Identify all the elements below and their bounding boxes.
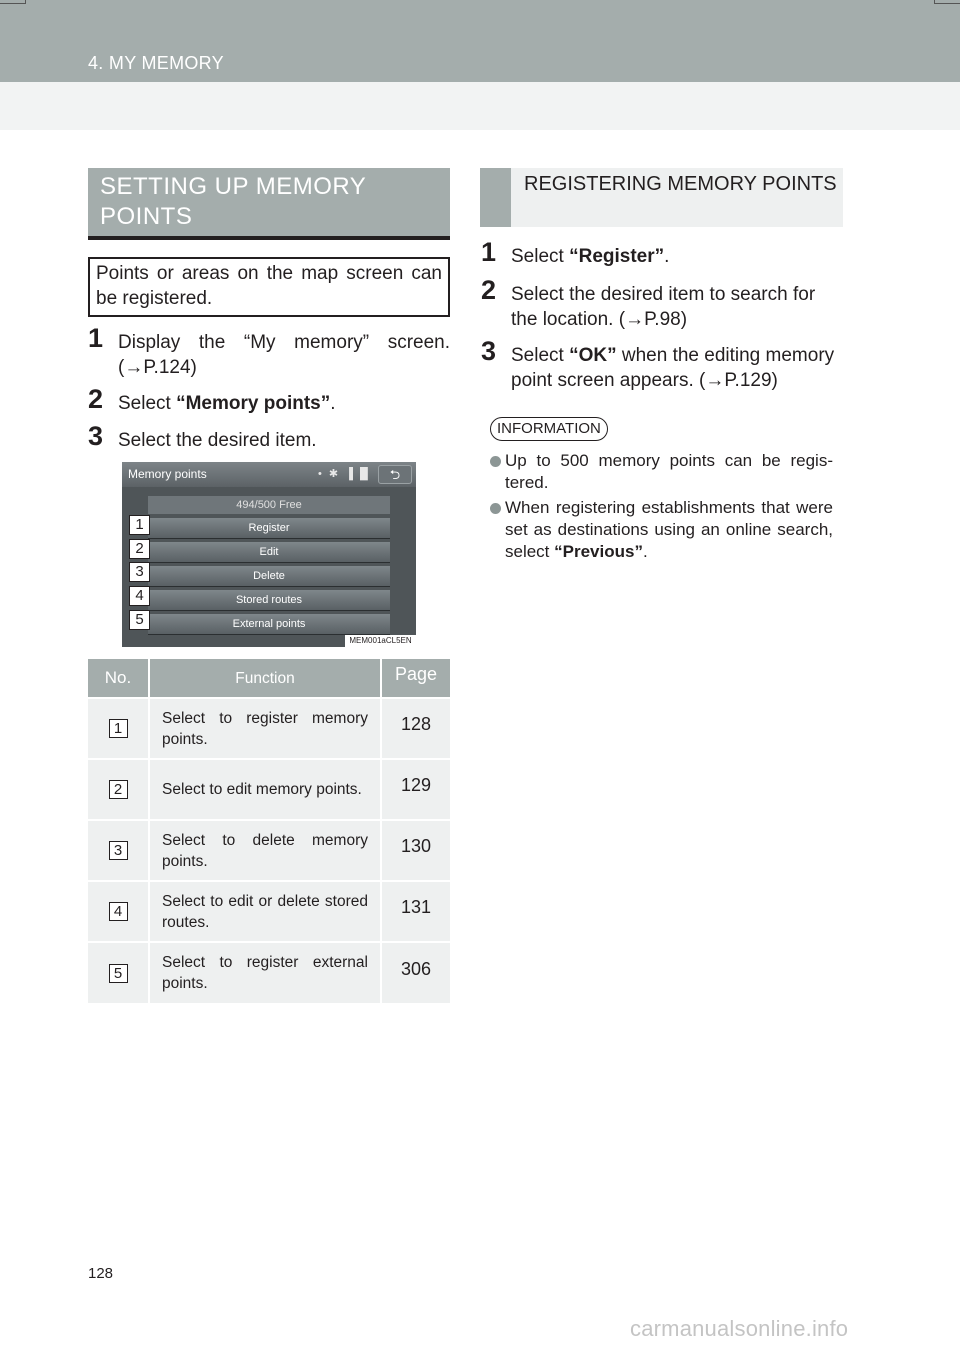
row-function: Select to delete memory points. [149,820,381,881]
row-function: Select to register external points. [149,942,381,1003]
left-step-2 [88,384,450,416]
section-title: 4. MY MEMORY [88,53,224,73]
left-step-1 [88,323,450,380]
step-number: 3 [88,421,104,451]
setting-up-heading: SETTING UP MEMORY POINTS [88,168,450,240]
intro-box: Points or areas on the map screen can be registered. [88,257,450,317]
step-text: Select [511,345,570,366]
step-bold-text: “Memory points” [176,393,331,414]
bullet-text: Up to 500 memory points can be regis-tered. [505,451,833,492]
information-label: INFORMATION [490,417,608,441]
step-text: Select the desired item. [118,430,317,451]
back-icon[interactable]: ⮌ [378,465,412,484]
step-number: 2 [481,275,497,305]
step-number: 1 [88,323,104,353]
row-page: 306 [381,942,450,1003]
register-button[interactable]: Register [148,518,390,539]
column-header: Function [149,659,381,698]
page-number: 128 [88,1265,114,1282]
callout-number: 4 [129,586,150,606]
function-table [88,659,450,1003]
delete-button[interactable]: Delete [148,566,390,587]
edit-button[interactable]: Edit [148,542,390,563]
step-text-after: . [664,246,670,267]
bullet-bold-text: “Previous” [554,542,643,561]
table-row [88,820,450,881]
table-row [88,881,450,942]
bullet-icon [490,503,501,514]
column-header: No. [88,659,149,698]
row-number: 5 [109,964,128,983]
step-text: Select [118,393,177,414]
callout-number: 1 [129,515,150,535]
right-step-3 [481,336,843,393]
step-number: 3 [481,336,497,366]
footer-watermark: carmanualsonline.info [630,1316,849,1341]
table-row [88,942,450,1003]
crop-mark-left [0,0,26,4]
row-function: Select to edit memory points. [149,759,381,820]
crop-mark-right [934,0,960,4]
right-step-2 [481,275,843,332]
header-sub-band [0,82,960,130]
status-icons: • ✱ ▐ █ [318,468,370,480]
callout-number: 5 [129,610,150,630]
stored-routes-button[interactable]: Stored routes [148,590,390,611]
heading-accent-bar [480,168,511,227]
free-count: 494/500 Free [148,496,390,514]
registering-heading: REGISTERING MEMORY POINTS [524,173,837,195]
table-row [88,759,450,820]
image-code: MEM001aCL5EN [345,635,416,647]
step-bold-text: “Register” [569,246,665,267]
step-text-after: when the editing memory point screen appears. (→P.129) [511,345,835,391]
row-number: 3 [109,841,128,860]
info-bullet-1 [490,450,833,494]
row-number: 2 [109,780,128,799]
table-row [88,698,450,759]
row-number: 1 [109,719,128,738]
row-function: Select to edit or delete stored routes. [149,881,381,942]
step-text: Select the desired item to search for the location. (→P.98) [511,284,816,330]
registering-heading-box [480,168,843,227]
table-header-row [88,659,450,698]
callout-number: 2 [129,539,150,559]
step-bold-text: “OK” [569,345,617,366]
step-text-after: . [330,393,336,414]
step-text: Display the “My memory” screen. (→P.124) [118,332,450,378]
bullet-text-after: . [642,542,648,561]
row-page: 128 [381,698,450,759]
screen-title: Memory points [128,467,207,481]
step-text: Select [511,246,570,267]
callout-number: 3 [129,562,150,582]
row-number: 4 [109,902,128,921]
memory-points-screenshot [122,462,416,647]
bullet-icon [490,456,501,467]
bullet-text: When registering establishments that were set as destinations using an online search, select [505,498,833,561]
external-points-button[interactable]: External points [148,614,390,635]
step-number: 1 [481,237,497,267]
right-step-1 [481,237,843,269]
row-page: 130 [381,820,450,881]
row-page: 131 [381,881,450,942]
row-page: 129 [381,759,450,820]
info-bullet-2 [490,497,833,563]
step-number: 2 [88,384,104,414]
left-step-3 [88,421,450,453]
column-header: Page [381,659,450,698]
row-function: Select to register memory points. [149,698,381,759]
